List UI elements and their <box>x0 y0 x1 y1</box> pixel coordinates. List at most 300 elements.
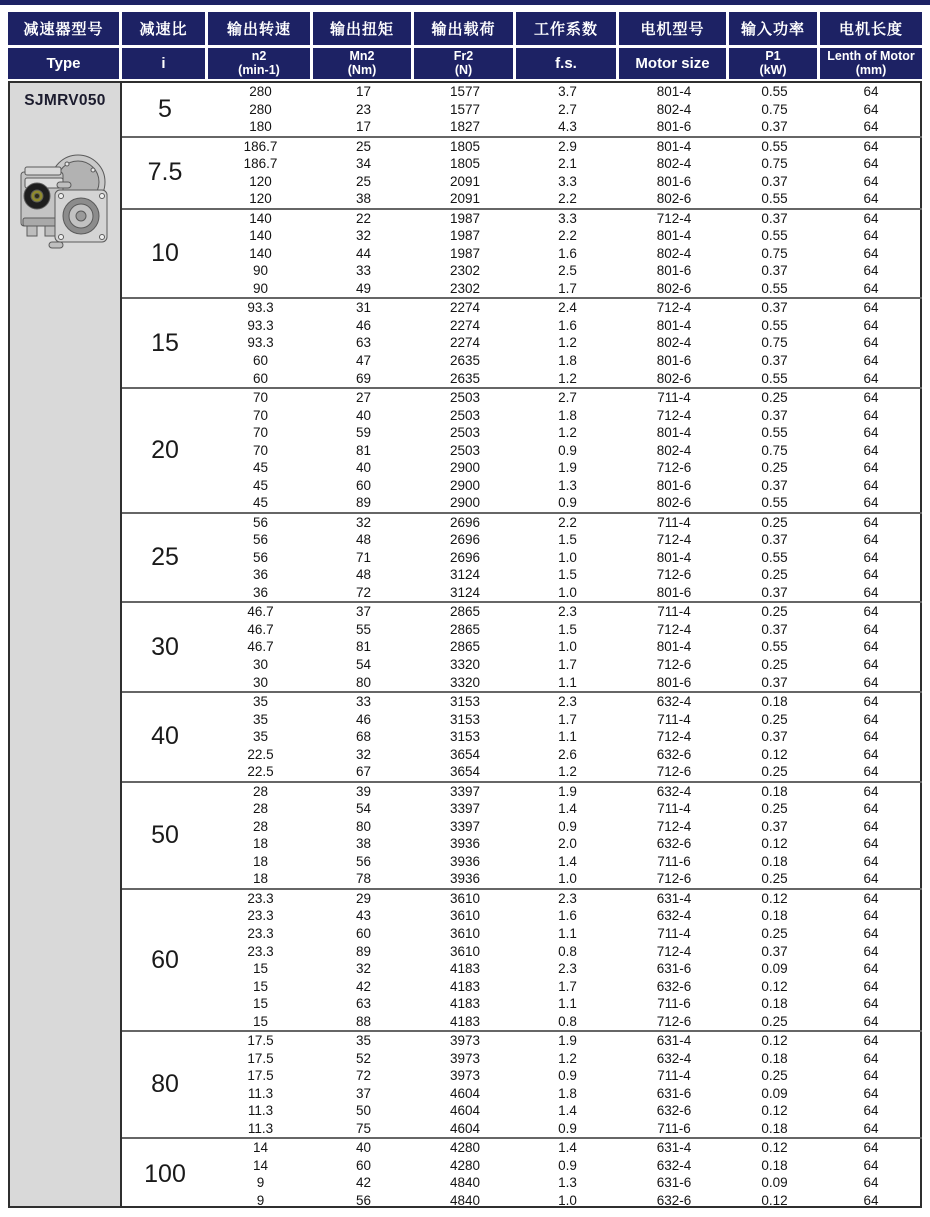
cell-P1_kW: 0.37 <box>761 173 788 189</box>
cell-f.s.: 4.3 <box>558 119 577 135</box>
cell-f.s.: 1.0 <box>558 584 577 600</box>
cell-P1_kW: 0.12 <box>761 1140 788 1156</box>
ratio-block <box>122 297 922 387</box>
cell-f.s.: 0.9 <box>558 1120 577 1136</box>
cell-n2_min-1: 90 <box>252 263 269 279</box>
cell-n2_min-1: 186.7 <box>243 156 278 172</box>
cell-motor_length_mm: 64 <box>863 943 879 959</box>
header-n2-unit: (min-1) <box>238 62 280 77</box>
header-n2-label: n2 <box>251 49 267 63</box>
cell-P1_kW: 0.18 <box>761 1050 788 1066</box>
cell-Fr2_N: 2503 <box>449 390 481 406</box>
cell-Fr2_N: 3397 <box>449 783 481 799</box>
cell-Mn2_Nm: 32 <box>355 961 372 977</box>
cell-Mn2_Nm: 29 <box>355 890 372 906</box>
cell-n2_min-1: 17.5 <box>247 1068 274 1084</box>
cell-Fr2_N: 2503 <box>449 407 481 423</box>
table-row <box>208 621 922 639</box>
cell-motor_length_mm: 64 <box>863 853 879 869</box>
block-rows <box>208 783 922 888</box>
cell-motor_length_mm: 64 <box>863 711 879 727</box>
cell-f.s.: 2.7 <box>558 101 577 117</box>
cell-motor_length_mm: 64 <box>863 532 879 548</box>
table-row <box>208 1120 922 1138</box>
header-input-power-en <box>729 48 817 79</box>
table-row <box>208 870 922 888</box>
cell-motor_length_mm: 64 <box>863 317 879 333</box>
cell-f.s.: 1.5 <box>558 532 577 548</box>
cell-Fr2_N: 4280 <box>449 1157 481 1173</box>
cell-P1_kW: 0.18 <box>761 1120 788 1136</box>
cell-Fr2_N: 3936 <box>449 853 481 869</box>
cell-P1_kW: 0.25 <box>761 1068 788 1084</box>
header-row-chinese <box>8 12 922 45</box>
cell-motor_size: 802-4 <box>656 335 692 351</box>
table-row <box>208 280 922 298</box>
cell-n2_min-1: 23.3 <box>247 908 274 924</box>
header-output-torque-en <box>313 48 411 79</box>
cell-n2_min-1: 18 <box>252 871 269 887</box>
cell-Fr2_N: 2900 <box>449 460 481 476</box>
block-rows <box>208 138 922 208</box>
cell-P1_kW: 0.18 <box>761 996 788 1012</box>
cell-Fr2_N: 2865 <box>449 604 481 620</box>
table-row <box>208 424 922 442</box>
cell-n2_min-1: 36 <box>252 567 269 583</box>
cell-n2_min-1: 93.3 <box>247 317 274 333</box>
cell-Fr2_N: 4183 <box>449 1013 481 1029</box>
cell-motor_length_mm: 64 <box>863 1192 879 1208</box>
table-row <box>208 299 922 317</box>
table-row <box>208 442 922 460</box>
table-row <box>208 173 922 191</box>
cell-motor_length_mm: 64 <box>863 407 879 423</box>
table-row <box>208 245 922 263</box>
cell-Mn2_Nm: 47 <box>355 352 372 368</box>
ratio-value: 80 <box>151 1070 179 1099</box>
cell-Mn2_Nm: 78 <box>355 871 372 887</box>
cell-P1_kW: 0.37 <box>761 674 788 690</box>
block-rows <box>208 1139 922 1209</box>
cell-motor_length_mm: 64 <box>863 978 879 994</box>
cell-Fr2_N: 1987 <box>449 228 481 244</box>
cell-Mn2_Nm: 35 <box>355 1033 372 1049</box>
cell-Fr2_N: 2865 <box>449 621 481 637</box>
cell-Mn2_Nm: 32 <box>355 514 372 530</box>
cell-f.s.: 1.5 <box>558 567 577 583</box>
cell-n2_min-1: 186.7 <box>243 138 278 154</box>
cell-Mn2_Nm: 89 <box>355 495 372 511</box>
cell-motor_length_mm: 64 <box>863 1120 879 1136</box>
header-output-torque-zh: 输出扭矩 <box>313 12 411 45</box>
cell-Fr2_N: 1987 <box>449 245 481 261</box>
cell-P1_kW: 0.37 <box>761 407 788 423</box>
cell-Mn2_Nm: 17 <box>355 119 372 135</box>
cell-f.s.: 2.4 <box>558 300 577 316</box>
cell-Fr2_N: 4604 <box>449 1103 481 1119</box>
cell-Fr2_N: 2302 <box>449 280 481 296</box>
cell-f.s.: 1.2 <box>558 1050 577 1066</box>
cell-P1_kW: 0.37 <box>761 621 788 637</box>
cell-n2_min-1: 35 <box>252 711 269 727</box>
header-fr2-unit: (N) <box>454 62 473 77</box>
cell-motor_length_mm: 64 <box>863 173 879 189</box>
cell-n2_min-1: 9 <box>256 1192 265 1208</box>
reducer-spec-table <box>8 12 922 1208</box>
cell-Fr2_N: 1827 <box>449 119 481 135</box>
cell-motor_length_mm: 64 <box>863 1103 879 1119</box>
table-row <box>208 978 922 996</box>
cell-motor_size: 711-4 <box>657 711 691 727</box>
ratio-block <box>122 512 922 602</box>
cell-Fr2_N: 1987 <box>449 210 481 226</box>
cell-f.s.: 1.6 <box>558 317 577 333</box>
header-type-zh: 减速器型号 <box>8 12 119 45</box>
cell-P1_kW: 0.37 <box>761 210 788 226</box>
cell-n2_min-1: 28 <box>252 801 269 817</box>
cell-motor_size: 801-6 <box>656 119 692 135</box>
cell-motor_size: 712-6 <box>656 657 692 672</box>
cell-Fr2_N: 1805 <box>449 138 481 154</box>
cell-P1_kW: 0.09 <box>761 961 788 977</box>
ratio-value: 15 <box>151 328 179 357</box>
cell-n2_min-1: 14 <box>252 1140 269 1156</box>
cell-n2_min-1: 14 <box>252 1157 269 1173</box>
ratio-block <box>122 781 922 888</box>
cell-Mn2_Nm: 32 <box>355 746 372 762</box>
cell-Mn2_Nm: 38 <box>355 836 372 852</box>
cell-motor_size: 711-4 <box>657 514 691 530</box>
cell-motor_length_mm: 64 <box>863 764 879 780</box>
cell-n2_min-1: 9 <box>256 1175 265 1191</box>
table-row <box>208 118 922 136</box>
header-motor-length-zh: 电机长度 <box>820 12 922 45</box>
ratio-block <box>122 387 922 512</box>
cell-f.s.: 1.2 <box>558 425 577 441</box>
cell-f.s.: 1.7 <box>558 280 577 296</box>
cell-motor_size: 801-6 <box>656 352 692 368</box>
header-service-factor-zh: 工作系数 <box>516 12 616 45</box>
cell-f.s.: 2.3 <box>558 961 577 977</box>
cell-Fr2_N: 3610 <box>449 908 481 924</box>
cell-f.s.: 1.5 <box>558 621 577 637</box>
cell-motor_length_mm: 64 <box>863 801 879 817</box>
cell-n2_min-1: 60 <box>252 352 269 368</box>
cell-P1_kW: 0.37 <box>761 352 788 368</box>
cell-P1_kW: 0.55 <box>761 191 788 207</box>
cell-n2_min-1: 15 <box>252 1013 269 1029</box>
cell-n2_min-1: 60 <box>252 370 269 386</box>
cell-motor_size: 632-6 <box>656 1103 692 1119</box>
cell-n2_min-1: 180 <box>249 119 272 135</box>
cell-f.s.: 1.6 <box>558 908 577 924</box>
cell-Fr2_N: 4840 <box>449 1192 481 1208</box>
cell-P1_kW: 0.18 <box>761 853 788 869</box>
cell-f.s.: 1.8 <box>558 352 577 368</box>
table-row <box>208 227 922 245</box>
header-motor-size-zh: 电机型号 <box>619 12 726 45</box>
cell-motor_length_mm: 64 <box>863 514 879 530</box>
table-row <box>208 1192 922 1210</box>
cell-Fr2_N: 1577 <box>449 84 481 99</box>
cell-P1_kW: 0.37 <box>761 263 788 279</box>
cell-motor_size: 631-6 <box>656 1085 692 1101</box>
cell-P1_kW: 0.25 <box>761 925 788 941</box>
cell-P1_kW: 0.18 <box>761 1157 788 1173</box>
cell-motor_size: 801-4 <box>656 317 692 333</box>
table-row <box>208 407 922 425</box>
cell-P1_kW: 0.18 <box>761 783 788 799</box>
ratio-value: 25 <box>151 543 179 572</box>
block-rows <box>208 210 922 298</box>
cell-P1_kW: 0.25 <box>761 711 788 727</box>
cell-motor_length_mm: 64 <box>863 694 879 710</box>
header-motor-length-label: Lenth of Motor <box>827 49 915 63</box>
table-row <box>208 494 922 512</box>
cell-motor_size: 711-4 <box>657 1068 691 1084</box>
cell-motor_length_mm: 64 <box>863 871 879 887</box>
cell-motor_length_mm: 64 <box>863 674 879 690</box>
cell-motor_size: 801-4 <box>656 639 692 655</box>
cell-n2_min-1: 140 <box>249 228 272 244</box>
cell-motor_length_mm: 64 <box>863 300 879 316</box>
cell-f.s.: 3.3 <box>558 173 577 189</box>
cell-n2_min-1: 93.3 <box>247 300 274 316</box>
cell-motor_length_mm: 64 <box>863 621 879 637</box>
cell-f.s.: 1.4 <box>558 801 577 817</box>
block-rows <box>208 603 922 691</box>
cell-f.s.: 1.4 <box>558 1140 577 1156</box>
cell-motor_size: 632-6 <box>656 836 692 852</box>
cell-motor_length_mm: 64 <box>863 890 879 906</box>
cell-f.s.: 0.9 <box>558 442 577 458</box>
cell-Fr2_N: 3936 <box>449 871 481 887</box>
cell-Fr2_N: 2503 <box>449 442 481 458</box>
cell-n2_min-1: 45 <box>252 495 269 511</box>
cell-motor_size: 631-4 <box>656 1033 692 1049</box>
cell-motor_length_mm: 64 <box>863 549 879 565</box>
cell-f.s.: 2.2 <box>558 514 577 530</box>
block-rows <box>208 389 922 512</box>
cell-Mn2_Nm: 48 <box>355 567 372 583</box>
table-body <box>8 81 922 1208</box>
table-row <box>208 960 922 978</box>
ratio-block <box>122 83 922 136</box>
cell-P1_kW: 0.25 <box>761 801 788 817</box>
cell-Mn2_Nm: 60 <box>355 1157 372 1173</box>
cell-motor_size: 712-6 <box>656 871 692 887</box>
cell-motor_size: 802-4 <box>656 156 692 172</box>
cell-f.s.: 1.9 <box>558 783 577 799</box>
cell-n2_min-1: 45 <box>252 460 269 476</box>
cell-Fr2_N: 2696 <box>449 514 481 530</box>
cell-Mn2_Nm: 63 <box>355 335 372 351</box>
cell-n2_min-1: 11.3 <box>247 1120 274 1136</box>
ratio-value: 100 <box>144 1159 186 1188</box>
table-row <box>208 763 922 781</box>
ratio-value: 5 <box>158 94 172 123</box>
cell-P1_kW: 0.55 <box>761 639 788 655</box>
cell-motor_size: 711-4 <box>657 925 691 941</box>
cell-Mn2_Nm: 63 <box>355 996 372 1012</box>
cell-motor_size: 801-6 <box>656 263 692 279</box>
cell-motor_length_mm: 64 <box>863 101 879 117</box>
block-rows <box>208 890 922 1030</box>
table-row <box>208 549 922 567</box>
cell-Fr2_N: 4183 <box>449 978 481 994</box>
table-row <box>208 101 922 119</box>
table-row <box>208 674 922 692</box>
table-row <box>208 603 922 621</box>
table-row <box>208 459 922 477</box>
cell-n2_min-1: 23.3 <box>247 925 274 941</box>
cell-motor_size: 712-4 <box>656 818 692 834</box>
cell-Mn2_Nm: 54 <box>355 801 372 817</box>
cell-P1_kW: 0.25 <box>761 514 788 530</box>
cell-P1_kW: 0.12 <box>761 1103 788 1119</box>
cell-Mn2_Nm: 59 <box>355 425 372 441</box>
cell-motor_size: 632-4 <box>656 694 692 710</box>
cell-motor_length_mm: 64 <box>863 210 879 226</box>
cell-n2_min-1: 36 <box>252 584 269 600</box>
cell-Fr2_N: 3397 <box>449 801 481 817</box>
cell-f.s.: 2.2 <box>558 191 577 207</box>
cell-motor_length_mm: 64 <box>863 1013 879 1029</box>
cell-Mn2_Nm: 54 <box>355 657 372 672</box>
cell-f.s.: 0.9 <box>558 818 577 834</box>
cell-Mn2_Nm: 72 <box>355 1068 372 1084</box>
table-row <box>208 1157 922 1175</box>
ratio-value: 7.5 <box>147 158 183 187</box>
cell-f.s.: 1.1 <box>558 729 577 745</box>
cell-Fr2_N: 3654 <box>449 764 481 780</box>
cell-Mn2_Nm: 46 <box>355 711 372 727</box>
table-row <box>208 514 922 532</box>
cell-P1_kW: 0.25 <box>761 567 788 583</box>
cell-motor_size: 801-4 <box>656 84 692 99</box>
cell-f.s.: 1.3 <box>558 477 577 493</box>
cell-f.s.: 1.2 <box>558 370 577 386</box>
header-mn2-unit: (Nm) <box>347 62 377 77</box>
cell-Fr2_N: 2503 <box>449 425 481 441</box>
table-row <box>208 83 922 101</box>
ratio-block <box>122 691 922 781</box>
block-rows <box>208 1032 922 1137</box>
cell-Mn2_Nm: 60 <box>355 925 372 941</box>
cell-n2_min-1: 45 <box>252 477 269 493</box>
cell-P1_kW: 0.37 <box>761 300 788 316</box>
cell-motor_length_mm: 64 <box>863 477 879 493</box>
cell-n2_min-1: 23.3 <box>247 943 274 959</box>
cell-Mn2_Nm: 81 <box>355 442 372 458</box>
cell-Mn2_Nm: 72 <box>355 584 372 600</box>
cell-n2_min-1: 18 <box>252 836 269 852</box>
cell-f.s.: 2.3 <box>558 604 577 620</box>
cell-n2_min-1: 70 <box>252 390 269 406</box>
table-row <box>208 1174 922 1192</box>
table-row <box>208 783 922 801</box>
cell-motor_size: 632-4 <box>656 783 692 799</box>
cell-motor_length_mm: 64 <box>863 263 879 279</box>
cell-motor_size: 712-4 <box>656 210 692 226</box>
cell-motor_size: 801-6 <box>656 477 692 493</box>
cell-motor_size: 712-4 <box>656 407 692 423</box>
cell-Fr2_N: 2274 <box>449 317 481 333</box>
cell-Fr2_N: 2900 <box>449 495 481 511</box>
cell-motor_size: 712-6 <box>656 460 692 476</box>
cell-motor_length_mm: 64 <box>863 1033 879 1049</box>
cell-motor_size: 802-6 <box>656 495 692 511</box>
cell-f.s.: 2.2 <box>558 228 577 244</box>
header-service-factor-en: f.s. <box>516 48 616 79</box>
cell-P1_kW: 0.09 <box>761 1175 788 1191</box>
cell-Fr2_N: 4604 <box>449 1085 481 1101</box>
cell-f.s.: 2.5 <box>558 263 577 279</box>
table-row <box>208 190 922 208</box>
cell-n2_min-1: 30 <box>252 657 269 672</box>
cell-n2_min-1: 15 <box>252 996 269 1012</box>
cell-Fr2_N: 3153 <box>449 729 481 745</box>
cell-motor_length_mm: 64 <box>863 836 879 852</box>
gear-reducer-image <box>15 134 115 344</box>
cell-Mn2_Nm: 42 <box>355 1175 372 1191</box>
ratio-blocks <box>122 83 922 1206</box>
cell-Mn2_Nm: 50 <box>355 1103 372 1119</box>
cell-motor_size: 802-4 <box>656 101 692 117</box>
cell-motor_length_mm: 64 <box>863 138 879 154</box>
table-row <box>208 531 922 549</box>
cell-motor_size: 801-4 <box>656 549 692 565</box>
cell-motor_size: 711-6 <box>657 996 691 1012</box>
header-output-speed-en <box>208 48 310 79</box>
cell-P1_kW: 0.18 <box>761 694 788 710</box>
cell-Fr2_N: 4183 <box>449 996 481 1012</box>
cell-f.s.: 1.7 <box>558 978 577 994</box>
cell-motor_length_mm: 64 <box>863 1140 879 1156</box>
table-row <box>208 746 922 764</box>
table-row <box>208 693 922 711</box>
cell-motor_size: 712-6 <box>656 567 692 583</box>
cell-f.s.: 1.6 <box>558 245 577 261</box>
cell-P1_kW: 0.37 <box>761 818 788 834</box>
cell-motor_length_mm: 64 <box>863 1085 879 1101</box>
table-row <box>208 155 922 173</box>
cell-motor_size: 631-4 <box>656 890 692 906</box>
cell-motor_length_mm: 64 <box>863 390 879 406</box>
table-row <box>208 317 922 335</box>
ratio-block <box>122 208 922 298</box>
cell-motor_size: 801-4 <box>656 425 692 441</box>
cell-motor_size: 631-6 <box>656 1175 692 1191</box>
table-row <box>208 907 922 925</box>
table-row <box>208 943 922 961</box>
cell-Fr2_N: 2900 <box>449 477 481 493</box>
cell-motor_size: 711-4 <box>657 390 691 406</box>
cell-P1_kW: 0.55 <box>761 549 788 565</box>
cell-motor_length_mm: 64 <box>863 925 879 941</box>
cell-Fr2_N: 2635 <box>449 352 481 368</box>
cell-P1_kW: 0.75 <box>761 245 788 261</box>
cell-motor_length_mm: 64 <box>863 442 879 458</box>
cell-P1_kW: 0.75 <box>761 335 788 351</box>
table-row <box>208 800 922 818</box>
cell-f.s.: 0.8 <box>558 1013 577 1029</box>
cell-Fr2_N: 3610 <box>449 925 481 941</box>
cell-f.s.: 1.7 <box>558 711 577 727</box>
cell-n2_min-1: 90 <box>252 280 269 296</box>
ratio-value: 20 <box>151 435 179 464</box>
cell-motor_length_mm: 64 <box>863 1157 879 1173</box>
